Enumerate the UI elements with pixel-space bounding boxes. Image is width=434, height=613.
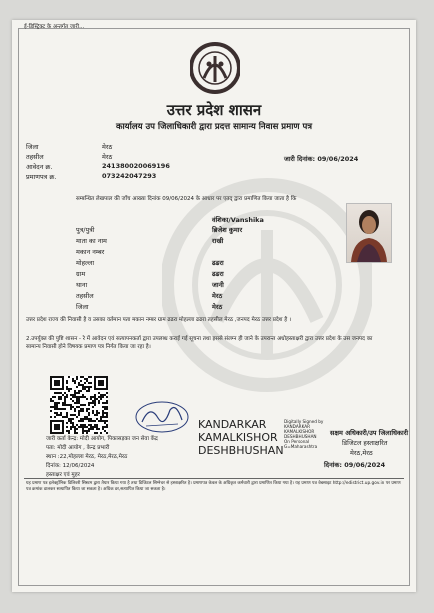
field-label: जिला [26,143,39,151]
intro-text: सम्बन्धित लेखपाल की जाँच आख्या दिनांक 09/06/2024 के आधार पर एतद् द्वारा प्रमाणित किया जाता है कि [76,196,297,202]
center-address: पता: मोदी आयोग , केन्द्र प्रभारी [46,445,110,451]
digital-signer-name [198,418,284,457]
clause-2: 2.उपर्युक्त की पुष्टि शासन - रे में आवेदन एवं सत्यापनकर्ता द्वारा उपलब्ध कराई गई सूचना तथा इससे संलग्न ही जाने के उपरान्त अधोहस्ताक्षरी द्वारा उत्तर प्रदेश के उस जनपद का सामान्य निवासी होने विषयक प्रमाण पत्र निर्गत किया जा रहा है। [26,336,373,350]
applicant-photo [346,203,392,263]
tehsil-value: मेरठ [102,153,113,161]
field-label: प्रमाणपत्र क्र. [26,173,57,181]
signer-line: DESHBHUSHAN [198,444,284,457]
district-value: मेरठ [212,303,223,311]
locality-value: ढढरा [212,259,224,267]
residence-statement: उत्तर प्रदेश राज्य की निवासी है व उसका वर्तमान पता मकान नम्बर ग्राम ढढरा मोहल्ला ढढरा तहसील मेरठ ,जनपद मेरठ उत्तर प्रदेश है । [26,317,292,323]
handwritten-signature [132,398,192,436]
field-label: मोहल्ला [76,259,95,267]
officer-designation: सक्षम अधिकारी/उप जिलाधिकारी [330,429,409,437]
field-label: पुत्र/पुत्री [76,226,95,234]
district-value: मेरठ [102,143,113,151]
field-label: मकान नम्बर [76,248,105,256]
sign-note-line: G=Maharashtra [284,444,318,449]
field-label: ग्राम [76,270,86,278]
signer-line: KAMALKISHOR [198,431,278,444]
mother-name: राखी [212,237,224,245]
top-note: ई-डिस्ट्रिक्ट के अन्तर्गत जारी... [24,24,85,30]
center-name: जारी कर्ता केन्द्र: मोदी आयोग, पिकासड़का जन सेवा केंद्र [46,436,158,442]
application-number: 241380020069196 [102,162,170,170]
field-label: थाना [76,281,88,289]
person-photo-icon [347,204,391,262]
qr-code-pattern [50,376,108,434]
center-location: स्थान :22,मोहल्ला मेरठ, मेरठ,मेरठ,मेरठ [46,454,128,460]
sign-note-line: On Personal [284,439,310,444]
issue-date: जारी दिनांक: 09/06/2024 [284,155,359,163]
footer-divider [24,478,404,479]
field-label: तहसील [76,292,94,300]
certificate-page [12,20,416,592]
center-seal-label: हस्ताक्षर एवं मुहर [46,472,80,478]
center-date: दिनांक: 12/06/2024 [46,463,95,469]
watermark-emblem [162,170,372,400]
tehsil-value: मेरठ [212,292,223,300]
police-station-value: जानी [212,281,224,289]
field-label: तहसील [26,153,44,161]
field-label: जिला [76,303,89,311]
sign-note-line: DESHBHUSHAN [284,434,317,439]
signer-line: KANDARKAR [198,418,267,431]
qr-code [50,376,108,434]
certificate-subtitle: कार्यालय उप जिलाधिकारी द्वारा प्रदत्त सामान्य निवास प्रमाण पत्र [115,122,313,132]
sign-note-line: Digitally Signed by [284,419,324,424]
field-label: आवेदन क्र. [26,163,53,171]
father-name: ब्रिजेश कुमार [212,226,243,234]
field-label: माता का नाम [76,237,107,245]
village-value: ढढरा [212,270,224,278]
footer-note: यह प्रमाण पत्र इलेक्ट्रॉनिक डिलिवरी सिस्टम द्वारा तैयार किया गया है तथा डिजिटल सिग्नेचर से हस्ताक्षरित है। प्रमाणपत्र केवल के अधिकृत कर्मचारी द्वारा प्रमाणित किया गया है। यह प्रमाण पत्र वेबसाइट http://edistrict.up.gov.in पर प्रमाण पत्र क्रमांक डालकर सत्यापित किया जा सकता है। अधिक डर,सत्यापित किया जा सकता है। [26,481,401,492]
officer-location: मेरठ,मेरठ [350,449,373,457]
up-government-emblem [190,40,240,96]
certificate-title: उत्तर प्रदेश शासन [166,101,262,119]
digitally-signed-label: डिजिटल हस्ताक्षरित [342,439,388,447]
sign-note-line: KANDARKAR [284,424,311,429]
sign-note-line: KAMALKISHOR [284,429,315,434]
certificate-number: 073242047293 [102,172,157,180]
digital-sign-note [284,419,323,449]
officer-date: दिनांक: 09/06/2024 [324,461,386,469]
applicant-name: वंशिका/Vanshika [212,216,264,224]
